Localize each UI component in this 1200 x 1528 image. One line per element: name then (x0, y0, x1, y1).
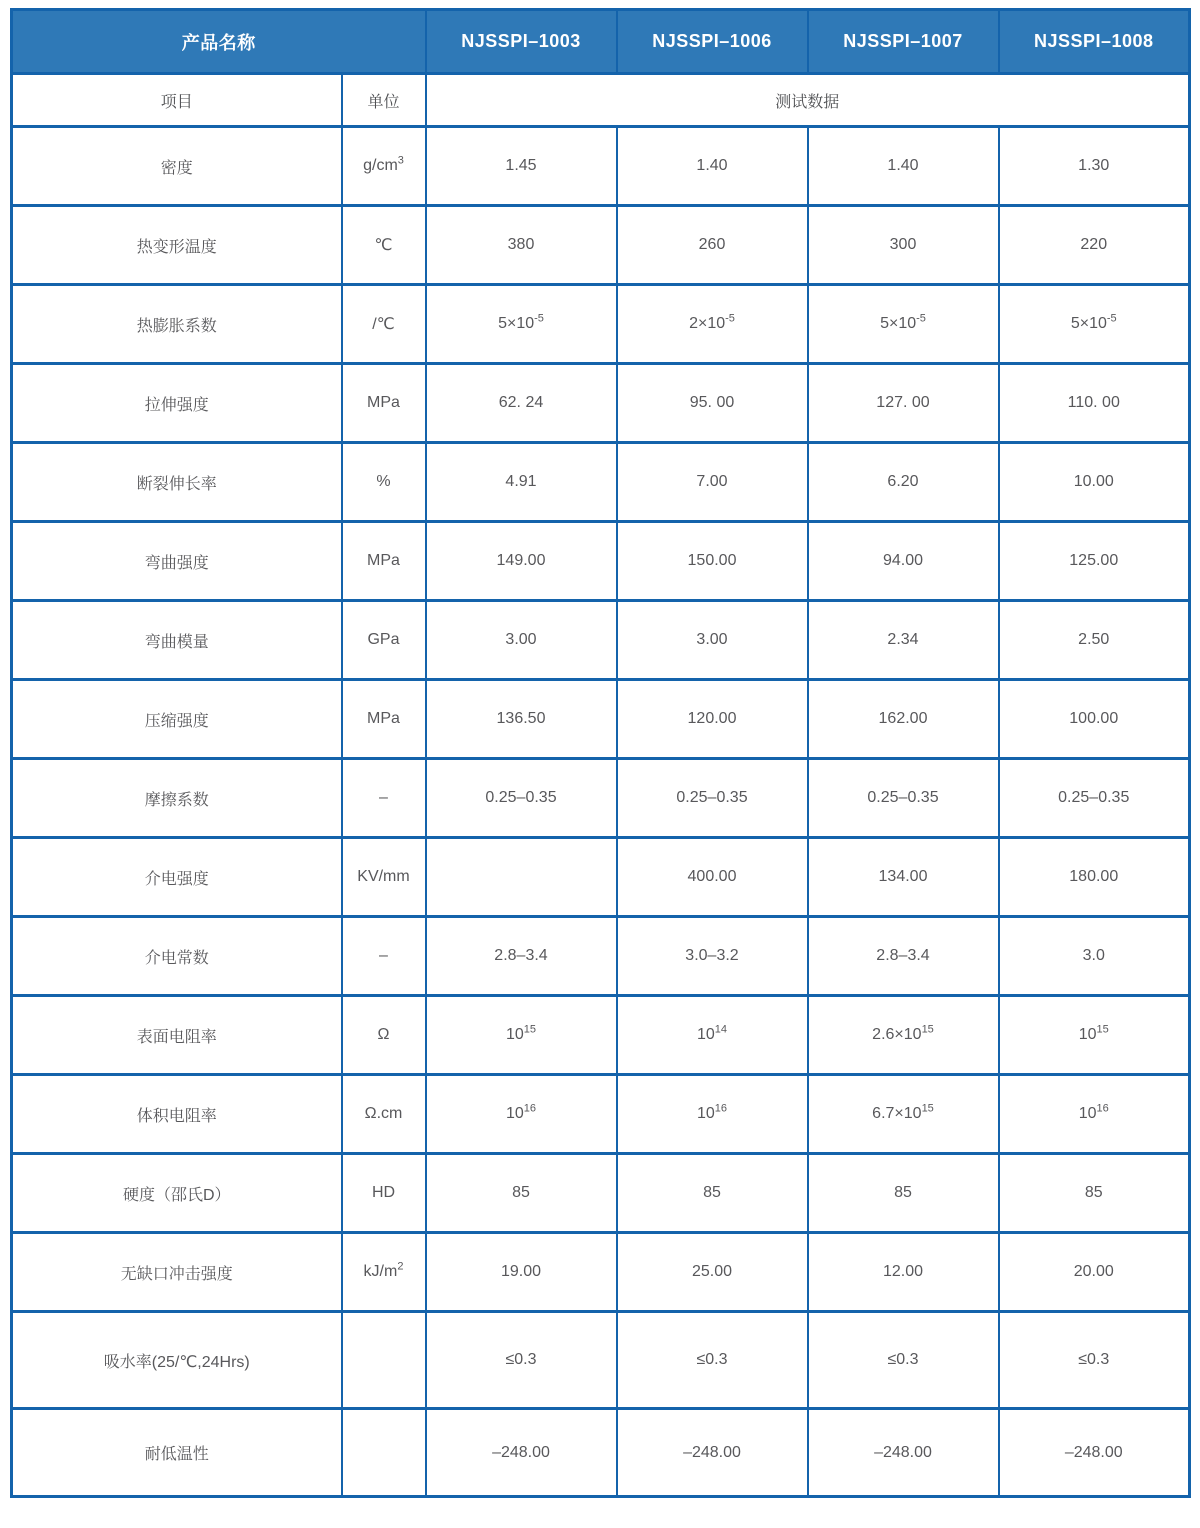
data-value: 85 (617, 1154, 808, 1233)
product-header-row (12, 10, 1190, 74)
data-value: ≤0.3 (617, 1312, 808, 1409)
data-value: 0.25–0.35 (999, 759, 1190, 838)
data-value: $2.6\times 10^{15}$ (808, 996, 999, 1075)
unit-value: $kJ/m^2$ (342, 1233, 426, 1312)
property-label: 弯曲模量 (12, 601, 342, 680)
data-value: 3.00 (426, 601, 617, 680)
property-label: 摩擦系数 (12, 759, 342, 838)
property-label: 密度 (12, 127, 342, 206)
data-value: 1.40 (617, 127, 808, 206)
product-column-header: NJSSPI–1003 (426, 10, 617, 74)
unit-header: 单位 (342, 74, 426, 127)
data-value: $2\times 10^{-5}$ (617, 285, 808, 364)
data-value: 380 (426, 206, 617, 285)
data-value: –248.00 (999, 1409, 1190, 1497)
spec-row (12, 285, 1190, 364)
data-value: 2.8–3.4 (808, 917, 999, 996)
property-label: 弯曲强度 (12, 522, 342, 601)
data-value: 7.00 (617, 443, 808, 522)
unit-value: MPa (342, 364, 426, 443)
unit-value: /℃ (342, 285, 426, 364)
property-label: 吸水率(25/℃,24Hrs) (12, 1312, 342, 1409)
data-value: 1.40 (808, 127, 999, 206)
data-value: 3.0 (999, 917, 1190, 996)
property-label: 拉伸强度 (12, 364, 342, 443)
data-value: 20.00 (999, 1233, 1190, 1312)
data-value: 150.00 (617, 522, 808, 601)
property-label: 热变形温度 (12, 206, 342, 285)
data-value: 149.00 (426, 522, 617, 601)
data-value: 300 (808, 206, 999, 285)
data-value: ≤0.3 (999, 1312, 1190, 1409)
data-value: $6.7\times 10^{15}$ (808, 1075, 999, 1154)
spec-row (12, 127, 1190, 206)
spec-table (10, 8, 1191, 1498)
data-value: –248.00 (808, 1409, 999, 1497)
data-value: $10^{15}$ (999, 996, 1190, 1075)
data-value: –248.00 (426, 1409, 617, 1497)
data-value: 85 (426, 1154, 617, 1233)
property-label: 硬度（邵氏D） (12, 1154, 342, 1233)
data-value: 0.25–0.35 (426, 759, 617, 838)
data-value: $5\times 10^{-5}$ (808, 285, 999, 364)
property-label: 热膨胀系数 (12, 285, 342, 364)
data-value: 3.00 (617, 601, 808, 680)
spec-row (12, 1154, 1190, 1233)
data-value: $10^{16}$ (426, 1075, 617, 1154)
spec-row (12, 917, 1190, 996)
data-value: 162.00 (808, 680, 999, 759)
data-value: 1.30 (999, 127, 1190, 206)
property-label: 压缩强度 (12, 680, 342, 759)
data-value: 3.0–3.2 (617, 917, 808, 996)
data-value: 85 (808, 1154, 999, 1233)
unit-value (342, 1409, 426, 1497)
data-value: 85 (999, 1154, 1190, 1233)
data-value: 1.45 (426, 127, 617, 206)
data-value: 125.00 (999, 522, 1190, 601)
property-label: 无缺口冲击强度 (12, 1233, 342, 1312)
spec-row (12, 206, 1190, 285)
data-value: ≤0.3 (808, 1312, 999, 1409)
data-value: 127. 00 (808, 364, 999, 443)
data-value: 10.00 (999, 443, 1190, 522)
property-label: 耐低温性 (12, 1409, 342, 1497)
product-name-header: 产品名称 (12, 10, 426, 74)
property-label: 介电常数 (12, 917, 342, 996)
unit-value: MPa (342, 522, 426, 601)
unit-value: MPa (342, 680, 426, 759)
data-value: 134.00 (808, 838, 999, 917)
spec-row (12, 1409, 1190, 1497)
data-value: 136.50 (426, 680, 617, 759)
data-value: $5\times 10^{-5}$ (426, 285, 617, 364)
unit-value: % (342, 443, 426, 522)
spec-row (12, 601, 1190, 680)
property-label: 断裂伸长率 (12, 443, 342, 522)
data-value: $10^{14}$ (617, 996, 808, 1075)
unit-value (342, 1312, 426, 1409)
data-value: 4.91 (426, 443, 617, 522)
data-value: ≤0.3 (426, 1312, 617, 1409)
data-value: 220 (999, 206, 1190, 285)
data-value: 110. 00 (999, 364, 1190, 443)
data-value: 6.20 (808, 443, 999, 522)
data-value: 62. 24 (426, 364, 617, 443)
data-value: $10^{16}$ (999, 1075, 1190, 1154)
product-column-header: NJSSPI–1008 (999, 10, 1190, 74)
product-column-header: NJSSPI–1007 (808, 10, 999, 74)
data-value: 0.25–0.35 (808, 759, 999, 838)
test-data-header: 测试数据 (426, 74, 1190, 127)
data-value: 180.00 (999, 838, 1190, 917)
spec-row (12, 364, 1190, 443)
data-value: 0.25–0.35 (617, 759, 808, 838)
unit-value: Ω (342, 996, 426, 1075)
data-value: 2.50 (999, 601, 1190, 680)
data-value: 400.00 (617, 838, 808, 917)
property-label: 体积电阻率 (12, 1075, 342, 1154)
data-value: 95. 00 (617, 364, 808, 443)
data-value: 100.00 (999, 680, 1190, 759)
data-value: 25.00 (617, 1233, 808, 1312)
data-value: $10^{15}$ (426, 996, 617, 1075)
product-column-header: NJSSPI–1006 (617, 10, 808, 74)
unit-value: Ω.cm (342, 1075, 426, 1154)
unit-value: – (342, 759, 426, 838)
spec-row (12, 996, 1190, 1075)
data-value: 120.00 (617, 680, 808, 759)
spec-row (12, 443, 1190, 522)
data-value: 2.34 (808, 601, 999, 680)
spec-row (12, 1075, 1190, 1154)
unit-value: KV/mm (342, 838, 426, 917)
spec-row (12, 759, 1190, 838)
spec-row (12, 838, 1190, 917)
spec-row (12, 1233, 1190, 1312)
spec-table-body (12, 127, 1190, 1497)
spec-row (12, 522, 1190, 601)
unit-value: ℃ (342, 206, 426, 285)
data-value: 2.8–3.4 (426, 917, 617, 996)
unit-value: HD (342, 1154, 426, 1233)
data-value: 19.00 (426, 1233, 617, 1312)
data-value: –248.00 (617, 1409, 808, 1497)
spec-row (12, 1312, 1190, 1409)
data-value (426, 838, 617, 917)
unit-value: – (342, 917, 426, 996)
data-value: 12.00 (808, 1233, 999, 1312)
property-label: 介电强度 (12, 838, 342, 917)
data-value: $10^{16}$ (617, 1075, 808, 1154)
data-value: $5\times 10^{-5}$ (999, 285, 1190, 364)
unit-value: $g/cm^3$ (342, 127, 426, 206)
property-label: 表面电阻率 (12, 996, 342, 1075)
subheader-row (12, 74, 1190, 127)
unit-value: GPa (342, 601, 426, 680)
data-value: 94.00 (808, 522, 999, 601)
item-header: 项目 (12, 74, 342, 127)
spec-row (12, 680, 1190, 759)
data-value: 260 (617, 206, 808, 285)
